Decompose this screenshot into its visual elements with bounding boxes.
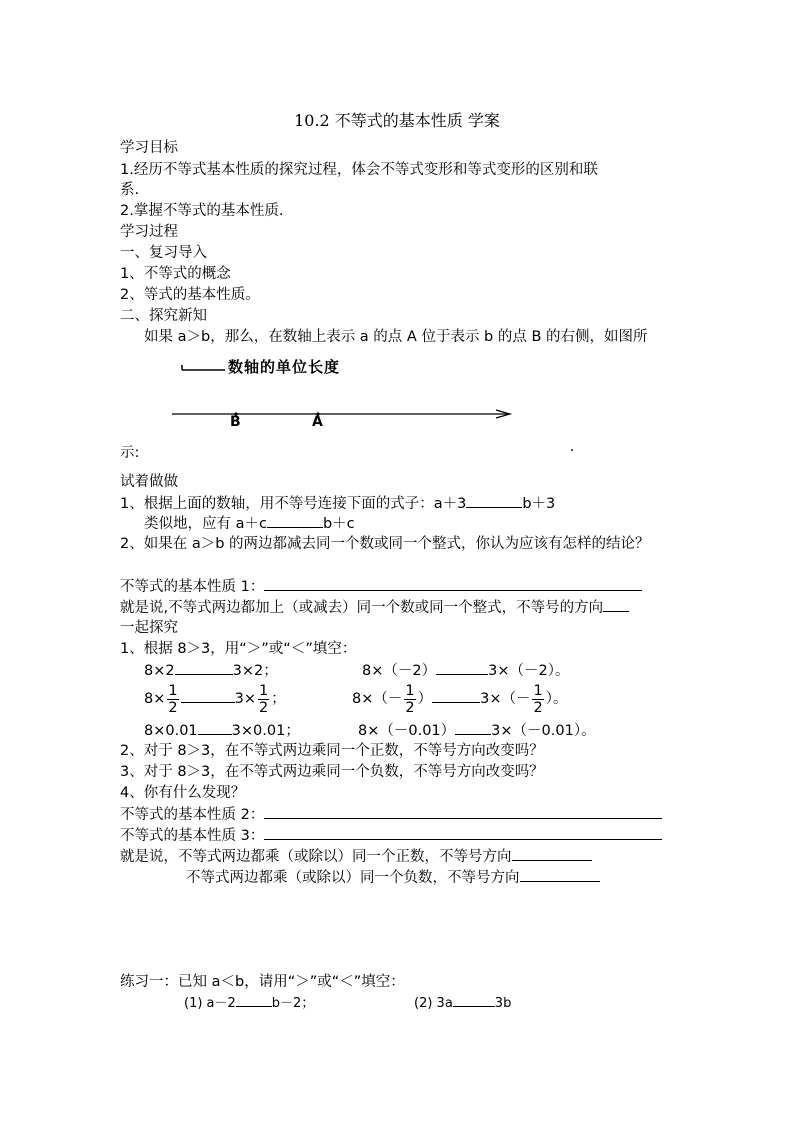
row-2-right-b: ） bbox=[417, 691, 433, 707]
fraction-half bbox=[532, 683, 543, 716]
exercise-2 bbox=[414, 994, 511, 1014]
question-1: 1、根据 8＞3，用“＞”或“＜”填空： bbox=[120, 641, 357, 657]
exercise-2-blank[interactable] bbox=[453, 994, 495, 1007]
fraction-denominator: 2 bbox=[405, 699, 415, 716]
conclusion-negative-text: 不等式两边都乘（或除以）同一个负数，不等号方向 bbox=[186, 870, 520, 886]
part-1-heading: 一、复习导入 bbox=[120, 245, 207, 261]
fraction-numerator: 1 bbox=[533, 682, 543, 699]
fraction-denominator: 2 bbox=[258, 699, 269, 716]
row-1-right-a: 8×（－2） bbox=[362, 663, 437, 679]
fraction-denominator: 2 bbox=[533, 699, 543, 716]
row-3-left-a: 8×0.01 bbox=[144, 723, 198, 739]
try-heading: 试着做做 bbox=[120, 474, 178, 490]
property-1 bbox=[120, 576, 642, 597]
exercise-2-b: 3b bbox=[494, 996, 512, 1011]
section-process-heading: 学习过程 bbox=[120, 224, 178, 240]
row-3-left-b: 3×0.01； bbox=[231, 723, 300, 739]
row-2-left bbox=[144, 681, 286, 717]
row-1-left-b: 3×2； bbox=[232, 663, 278, 679]
point-a-label: A bbox=[312, 414, 323, 430]
property-2 bbox=[120, 804, 662, 825]
try-question-1-similar bbox=[144, 513, 355, 534]
review-item-2: 2、等式的基本性质。 bbox=[120, 287, 260, 303]
exercise-1-a: (1) a－2 bbox=[184, 996, 236, 1011]
exercise-1 bbox=[184, 994, 314, 1014]
property-3 bbox=[120, 825, 662, 846]
row-2-right bbox=[352, 681, 567, 717]
number-line-figure bbox=[170, 356, 520, 432]
explore-text: 如果 a＞b，那么，在数轴上表示 a 的点 A 位于表示 b 的点 B 的右侧，如图所 bbox=[144, 329, 648, 345]
row-2-right-d: ）。 bbox=[545, 691, 568, 707]
goal-1-line-a: 1.经历不等式基本性质的探究过程，体会不等式变形和等式变形的区别和联 bbox=[120, 162, 598, 178]
number-line-svg bbox=[170, 356, 520, 432]
try-question-2: 2、如果在 a＞b 的两边都减去同一个数或同一个整式，你认为应该有怎样的结论？ bbox=[120, 536, 650, 552]
question-4: 4、你有什么发现？ bbox=[120, 785, 246, 801]
exercise-1-b: b－2； bbox=[271, 996, 315, 1011]
section-goals-heading: 学习目标 bbox=[120, 140, 178, 156]
property-1-direction-blank[interactable] bbox=[603, 597, 629, 612]
conclusion-negative bbox=[186, 867, 600, 888]
row-3-right bbox=[358, 720, 596, 741]
conclusion-positive-text: 就是说，不等式两边都乘（或除以）同一个正数，不等号方向 bbox=[120, 849, 512, 865]
row-3-right-a: 8×（－0.01） bbox=[358, 723, 456, 739]
explore-end: 示: bbox=[120, 445, 140, 461]
unit-length-label: 数轴的单位长度 bbox=[228, 358, 341, 376]
row-2-right-a: 8×（－ bbox=[352, 691, 403, 707]
goal-1-line-b: 系. bbox=[120, 182, 140, 198]
property-1-blank[interactable] bbox=[264, 576, 642, 591]
row-1-right-b: 3×（－2）。 bbox=[488, 663, 570, 679]
goal-2: 2.掌握不等式的基本性质. bbox=[120, 203, 284, 219]
fraction-numerator: 1 bbox=[405, 682, 415, 699]
row-2-left-blank[interactable] bbox=[181, 688, 235, 703]
row-2-right-blank[interactable] bbox=[432, 688, 480, 703]
fraction-half bbox=[167, 683, 178, 716]
fraction-half bbox=[258, 683, 269, 716]
stray-dot bbox=[571, 449, 573, 451]
exercise-1-blank[interactable] bbox=[236, 994, 272, 1007]
property-3-label: 不等式的基本性质 3： bbox=[120, 828, 265, 844]
exercise-heading: 练习一：已知 a＜b，请用“＞”或“＜”填空： bbox=[120, 974, 405, 990]
row-2-left-c: ； bbox=[271, 691, 286, 707]
row-2-right-c: 3×（－ bbox=[480, 691, 531, 707]
row-1-left-blank[interactable] bbox=[175, 660, 233, 675]
row-1-left-a: 8×2 bbox=[144, 663, 175, 679]
try-1-text-d: b＋c bbox=[322, 516, 355, 532]
try-question-1 bbox=[120, 493, 555, 514]
question-2: 2、对于 8＞3，在不等式两边乘同一个正数，不等号方向改变吗？ bbox=[120, 743, 544, 759]
part-2-heading: 二、探究新知 bbox=[120, 308, 207, 324]
row-1-left bbox=[144, 660, 278, 681]
page-title: 10.2 不等式的基本性质 学案 bbox=[294, 111, 500, 130]
try-1-text-b: b＋3 bbox=[522, 496, 556, 512]
property-3-blank[interactable] bbox=[264, 825, 662, 840]
property-2-blank[interactable] bbox=[264, 804, 662, 819]
exercise-2-a: (2) 3a bbox=[414, 996, 453, 1011]
conclusion-negative-blank[interactable] bbox=[520, 867, 600, 882]
together-heading: 一起探究 bbox=[120, 620, 178, 636]
try-1-blank[interactable] bbox=[466, 493, 522, 508]
conclusion-positive bbox=[120, 846, 592, 867]
row-1-right bbox=[362, 660, 569, 681]
property-1-explain-text: 就是说,不等式两边都加上（或减去）同一个数或同一个整式，不等号的方向 bbox=[120, 600, 604, 616]
row-3-right-b: 3×（－0.01）。 bbox=[491, 723, 596, 739]
row-1-right-blank[interactable] bbox=[436, 660, 488, 675]
row-2-left-a: 8× bbox=[144, 691, 166, 707]
fraction-numerator: 1 bbox=[168, 682, 178, 699]
row-2-left-b: 3× bbox=[234, 691, 256, 707]
question-3: 3、对于 8＞3，在不等式两边乘同一个负数，不等号方向改变吗？ bbox=[120, 764, 544, 780]
conclusion-positive-blank[interactable] bbox=[512, 846, 592, 861]
review-item-1: 1、不等式的概念 bbox=[120, 266, 231, 282]
row-3-right-blank[interactable] bbox=[455, 720, 491, 735]
fraction-denominator: 2 bbox=[168, 699, 178, 716]
property-1-explain bbox=[120, 597, 629, 618]
try-1-text-a: 1、根据上面的数轴，用不等号连接下面的式子：a＋3 bbox=[120, 496, 467, 512]
row-3-left bbox=[144, 720, 300, 741]
fraction-half bbox=[404, 683, 415, 716]
property-1-label: 不等式的基本性质 1： bbox=[120, 579, 265, 595]
row-3-left-blank[interactable] bbox=[198, 720, 232, 735]
point-b-label: B bbox=[230, 414, 241, 430]
try-1-text-c: 类似地，应有 a＋c bbox=[144, 516, 267, 532]
fraction-numerator: 1 bbox=[258, 682, 269, 699]
try-1-blank-2[interactable] bbox=[267, 513, 323, 528]
property-2-label: 不等式的基本性质 2： bbox=[120, 807, 265, 823]
